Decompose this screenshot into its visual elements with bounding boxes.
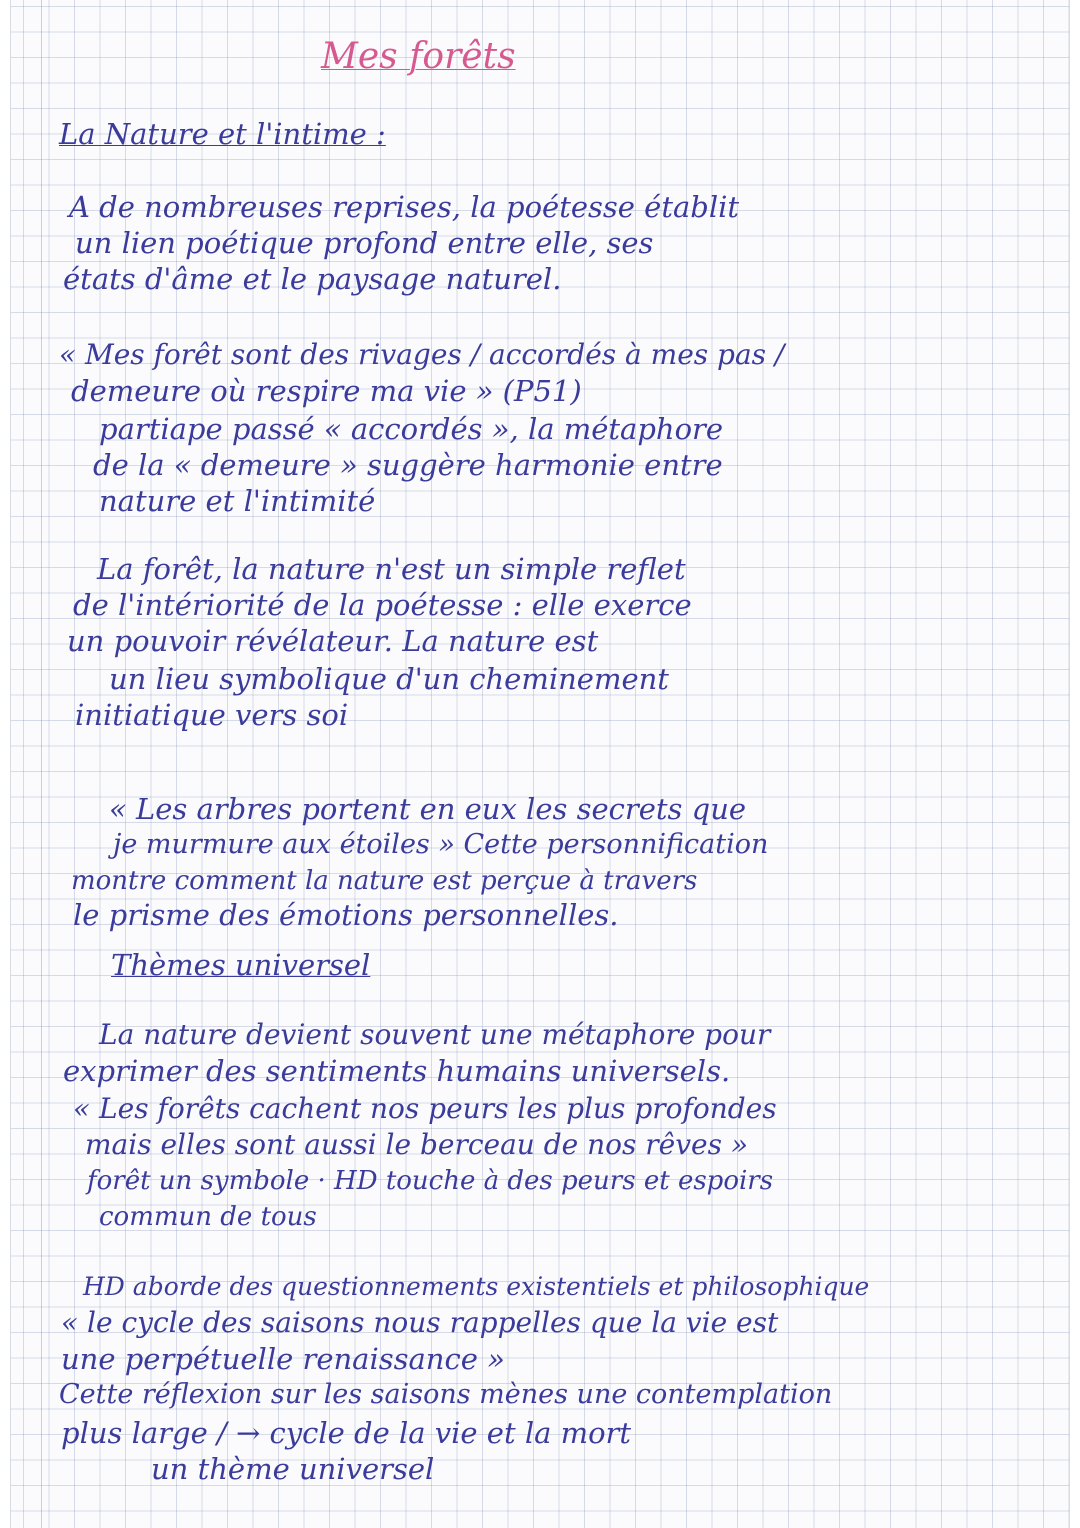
- paragraph-line: La nature devient souvent une métaphore pour: [99, 1018, 771, 1051]
- analysis-line: le prisme des émotions personnelles.: [73, 898, 619, 932]
- margin-line: [41, 0, 42, 1528]
- notebook-page: [10, 0, 1070, 1528]
- paragraph-line: A de nombreuses reprises, la poétesse établit: [69, 190, 740, 224]
- analysis-line: un thème universel: [151, 1452, 435, 1486]
- paragraph-line: exprimer des sentiments humains universels.: [63, 1054, 731, 1088]
- page-title: Mes forêts: [321, 36, 516, 77]
- paragraph-line: un lieu symbolique d'un cheminement: [109, 662, 669, 696]
- quote-line: je murmure aux étoiles » Cette personnification: [113, 829, 769, 860]
- quote-line: demeure où respire ma vie » (P51): [71, 374, 582, 408]
- quote-line: « Mes forêt sont des rivages / accordés à mes pas /: [59, 338, 785, 371]
- section-heading-nature-intime: La Nature et l'intime :: [59, 117, 386, 151]
- quote-line: « Les forêts cachent nos peurs les plus profondes: [73, 1092, 777, 1125]
- analysis-line: commun de tous: [99, 1202, 317, 1232]
- paragraph-line: états d'âme et le paysage naturel.: [63, 262, 562, 296]
- analysis-line: nature et l'intimité: [99, 484, 376, 518]
- analysis-line: partiape passé « accordés », la métaphore: [99, 412, 724, 446]
- paragraph-line: HD aborde des questionnements existentiels et philosophique: [83, 1272, 870, 1301]
- paragraph-line: un pouvoir révélateur. La nature est: [67, 624, 599, 658]
- analysis-line: plus large / → cycle de la vie et la mort: [61, 1416, 632, 1450]
- analysis-line: montre comment la nature est perçue à travers: [71, 866, 698, 896]
- quote-line: une perpétuelle renaissance »: [61, 1342, 505, 1376]
- paragraph-line: un lien poétique profond entre elle, ses: [75, 226, 654, 260]
- analysis-line: forêt un symbole · HD touche à des peurs et espoirs: [87, 1166, 774, 1196]
- quote-line: mais elles sont aussi le berceau de nos rêves »: [85, 1128, 749, 1161]
- section-heading-themes: Thèmes universel: [111, 948, 371, 982]
- analysis-line: Cette réflexion sur les saisons mènes une contemplation: [59, 1379, 833, 1410]
- paragraph-line: de l'intériorité de la poétesse : elle exerce: [73, 588, 692, 622]
- paragraph-line: initiatique vers soi: [75, 698, 349, 732]
- analysis-line: de la « demeure » suggère harmonie entre: [93, 448, 723, 482]
- quote-line: « Les arbres portent en eux les secrets que: [109, 792, 747, 826]
- paragraph-line: La forêt, la nature n'est un simple reflet: [97, 552, 686, 586]
- quote-line: « le cycle des saisons nous rappelles que la vie est: [61, 1306, 779, 1339]
